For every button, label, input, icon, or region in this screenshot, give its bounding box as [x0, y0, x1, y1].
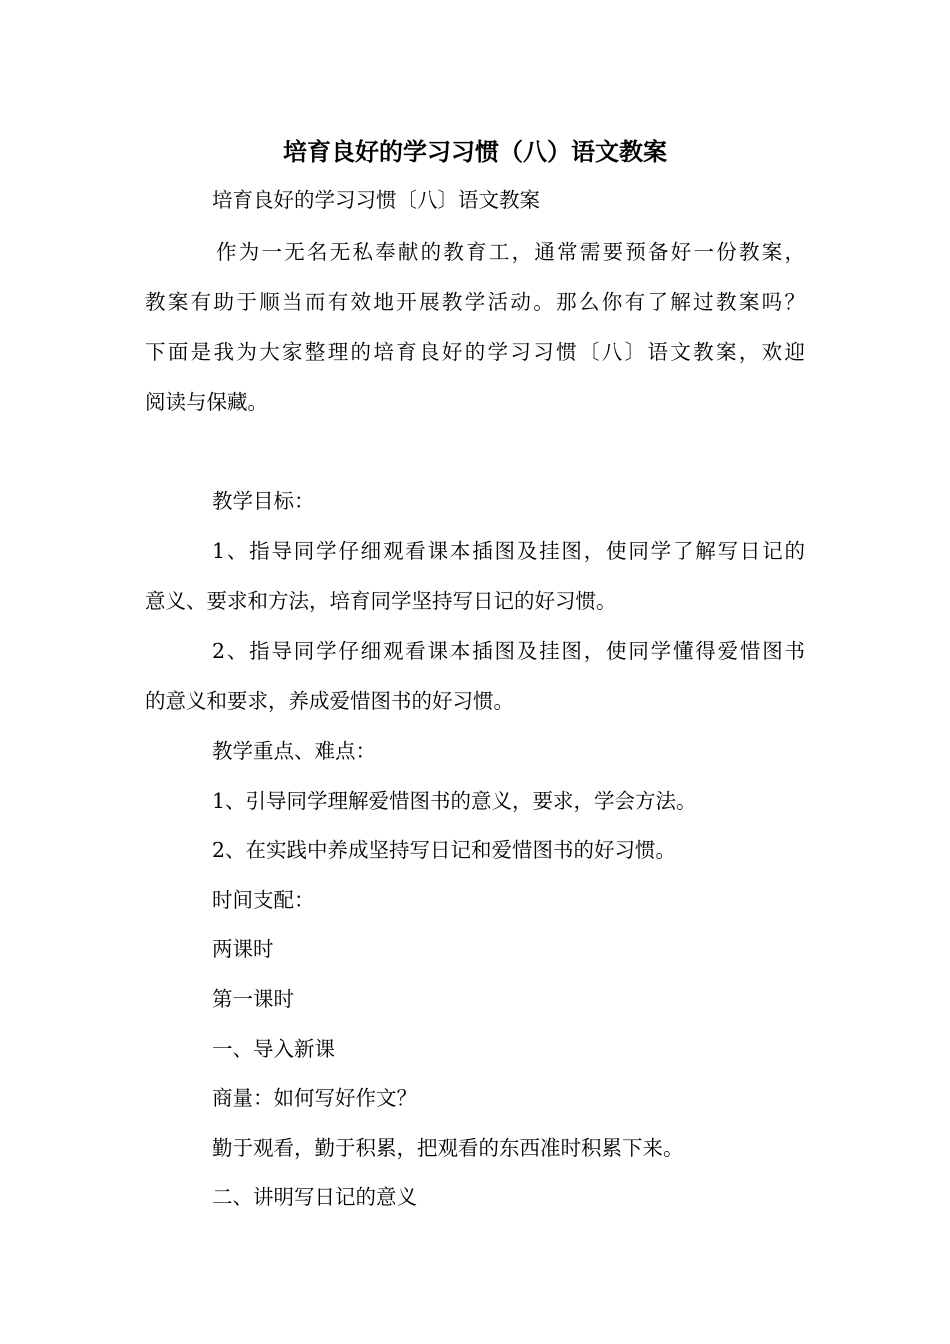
intro-line-2: 教案有助于顺当而有效地开展教学活动。那么你有了解过教案吗？ — [145, 290, 805, 314]
focus-item-1: 1、引导同学理解爱惜图书的意义，要求，学会方法。 — [212, 789, 697, 813]
intro-line-4: 阅读与保藏。 — [145, 390, 268, 414]
goals-heading: 教学目标： — [212, 489, 315, 513]
goal-1-line-1: 1、指导同学仔细观看课本插图及挂图，使同学了解写日记的 — [212, 539, 805, 563]
section-2-heading: 二、讲明写日记的意义 — [212, 1185, 417, 1209]
intro-line-1: 作为一无名无私奉献的教育工，通常需要预备好一份教案， — [216, 240, 805, 264]
focus-heading: 教学重点、难点： — [212, 739, 376, 763]
goal-2-line-1: 2、指导同学仔细观看课本插图及挂图，使同学懂得爱惜图书 — [212, 639, 805, 663]
time-heading: 时间支配： — [212, 888, 315, 912]
intro-line-3: 下面是我为大家整理的培育良好的学习习惯〔八〕语文教案，欢迎 — [145, 340, 805, 364]
section-1-heading: 一、导入新课 — [212, 1037, 335, 1061]
document-title: 培育良好的学习习惯（八）语文教案 — [283, 138, 667, 166]
discussion-answer: 勤于观看，勤于积累，把观看的东西准时积累下来。 — [212, 1136, 684, 1160]
discussion-question: 商量：如何写好作文？ — [212, 1086, 417, 1110]
lesson-1-heading: 第一课时 — [212, 987, 294, 1011]
document-subtitle: 培育良好的学习习惯〔八〕语文教案 — [212, 188, 540, 212]
goal-1-line-2: 意义、要求和方法，培育同学坚持写日记的好习惯。 — [145, 589, 617, 613]
focus-item-2: 2、在实践中养成坚持写日记和爱惜图书的好习惯。 — [212, 838, 677, 862]
goal-2-line-2: 的意义和要求，养成爱惜图书的好习惯。 — [145, 689, 514, 713]
time-value: 两课时 — [212, 937, 274, 961]
